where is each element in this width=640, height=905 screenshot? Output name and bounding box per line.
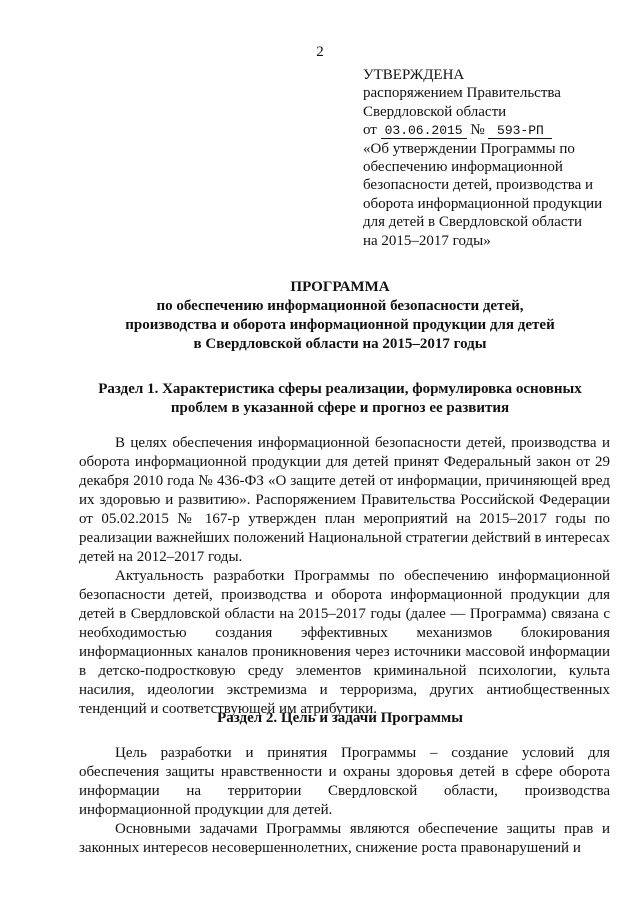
section1-paragraph: Актуальность разработки Программы по обеспечению информационной безопасности детей, производства и оборота информационной продукции для детей в Свердловской области на 2015–2017 годы (далее — Программа) связана с необходимостью создания эффективных механизмов блокирования информационных каналов проникновения через источники массовой информации в детско-подростковую среду элементов криминальной психологии, культа насилия, идеологии экстремизма и терроризма, других антиобщественных тенденций и соответствующей им атрибутики. [79,568,610,717]
section1-paragraph: В целях обеспечения информационной безопасности детей, производства и оборота информационной продукции для детей принят Федеральный закон от 29 декабря 2010 года № 436-ФЗ «О защите детей от информации, причиняющей вред их здоровью и развитию». Распоряжением Правительства Российской Федерации от 05.02.2015 № 167-р утвержден план мероприятий на 2015–2017 годы по реализации важнейших положений Национальной стратегии действий в интересах детей на 2012–2017 годы. [79,435,610,565]
section1-title-line: проблем в указанной сфере и прогноз ее развития [170,400,510,416]
section2-title: Раздел 2. Цель и задачи Программы [217,710,463,726]
section1-title [70,380,610,418]
approval-line: Свердловской области [363,103,507,120]
program-title-line: в Свердловской области на 2015–2017 годы [193,336,487,352]
section1-body [79,434,610,719]
approval-number: 593-РП [488,124,552,139]
section1-title-line: Раздел 1. Характеристика сферы реализации, формулировка основных [98,381,582,397]
program-title-line: производства и оборота информационной продукции для детей [125,317,555,333]
approval-desc-line: обеспечению информационной [363,159,563,176]
program-title [70,278,610,354]
approval-desc-line: безопасности детей, производства и [363,177,594,194]
section2-paragraph: Цель разработки и принятия Программы – создание условий для обеспечения защиты нравственности и охраны здоровья детей в сфере оборота информации на территории Свердловской области, производства информационной продукции для детей. [79,745,610,818]
program-title-line: по обеспечению информационной безопасности детей, [156,298,524,314]
approval-date-line [363,121,623,139]
approval-line: распоряжением Правительства [363,85,561,102]
date-prefix: от [363,122,377,139]
approval-desc-line: оборота информационной продукции [363,195,603,212]
section2-paragraph: Основными задачами Программы являются обеспечение защиты прав и законных интересов несовершеннолетних, снижение роста правонарушений и [79,821,610,856]
approval-desc-line: для детей в Свердловской области [363,214,583,231]
program-title-heading: ПРОГРАММА [290,279,390,295]
page-number: 2 [316,44,324,60]
approval-heading: УТВЕРЖДЕНА [363,67,465,83]
section2-body [79,744,610,858]
approval-desc-line: «Об утверждении Программы по [363,140,575,157]
approval-stamp-block [363,66,623,250]
approval-date: 03.06.2015 [381,124,467,139]
number-sign: № [470,122,485,139]
approval-desc-line: на 2015–2017 годы» [363,232,491,249]
